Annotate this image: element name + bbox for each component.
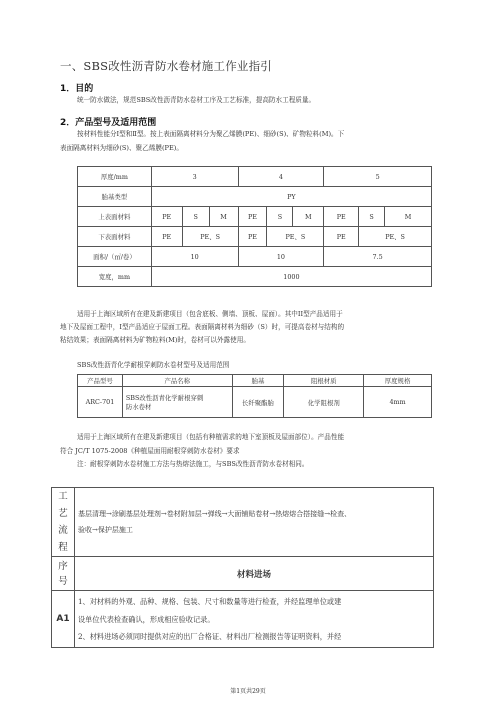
table-cell: 3: [151, 167, 238, 187]
table-cell: PE: [238, 227, 267, 247]
page-footer: 第1页共29页: [230, 688, 266, 695]
page-title: 一、SBS改性沥青防水卷材施工作业指引: [60, 59, 273, 73]
process-label-char: 程: [58, 542, 68, 553]
seq-label: [52, 557, 75, 591]
scope-line1: 适用于上海区域所有在建及新建项目（包含底板、侧墙、顶板、屋面）。其中II型产品适用于: [77, 310, 343, 318]
product-material: 化学阻根剂: [284, 387, 364, 418]
table-cell: 7.5: [324, 247, 432, 267]
table-row: [78, 187, 432, 207]
col-header: 胎基: [232, 375, 284, 387]
product-name-line1: SBS改性沥青化学耐根穿刺: [125, 394, 204, 402]
col-header: 产品名称: [122, 375, 232, 387]
step-a1-content: [74, 591, 433, 648]
table-cell: S: [267, 207, 293, 227]
products-intro-line2: 表面隔离材料为细砂(S)、聚乙烯膜(PE)。: [60, 144, 183, 152]
product-name: [122, 387, 232, 418]
table-cell: PE: [238, 207, 267, 227]
scope-line3: 粘结效果；表面隔离材料为矿物粒料(M)时，卷材可以外露使用。: [60, 336, 250, 344]
section-products-heading: 2．产品型号及适用范围: [60, 118, 157, 128]
process-label-char: 艺: [58, 508, 68, 519]
col-header: 产品型号: [78, 375, 123, 387]
table-cell: M: [293, 207, 324, 227]
step-a1-line1: 1、对材料的外观、品种、规格、包装、尺寸和数量等进行检查，并经监理单位或建: [77, 597, 342, 606]
table-cell: M: [385, 207, 432, 227]
table-cell: 4: [238, 167, 324, 187]
root-scope-line1: 适用于上海区域所有在建及新建项目（包括有种植需求的地下室顶板及屋面部位）。产品性能: [77, 433, 345, 441]
top-material-label: 上表面材料: [78, 207, 152, 227]
table-cell: 10: [151, 247, 238, 267]
table-cell: 5: [324, 167, 432, 187]
table-row: [78, 247, 432, 267]
table-row: [52, 557, 434, 591]
step-a1-line2: 设单位代表检查确认，形成相应验收记录。: [77, 614, 215, 624]
step-a1-label: A1: [52, 591, 75, 648]
process-label: [52, 488, 75, 557]
process-label-char: 流: [58, 525, 68, 536]
process-flow: [74, 488, 433, 557]
col-header: 厚度规格: [364, 375, 432, 387]
seq-label-char: 序: [58, 560, 68, 572]
table-cell: PE、S: [182, 227, 238, 247]
process-table: [51, 487, 434, 648]
col-header: 阻根材质: [284, 375, 364, 387]
root-resistant-table: [77, 374, 432, 418]
table-row: [52, 488, 434, 557]
root-scope-line2: 符合 JC/T 1075-2008《种植屋面用耐根穿刺防水卷材》要求: [60, 447, 240, 455]
table-row: [78, 167, 432, 187]
table-cell: PE: [324, 227, 359, 247]
table-cell: PY: [151, 187, 431, 207]
base-type-label: 胎基类型: [78, 187, 152, 207]
table-row: [78, 207, 432, 227]
seq-title: 材料进场: [74, 557, 433, 591]
step-a1-line3: 2、材料进场必须同时提供对应的出厂合格证、材料出厂检测报告等证明资料，并经: [77, 632, 342, 641]
product-model: ARC-701: [78, 387, 123, 418]
root-table-caption: SBS改性沥青化学耐根穿刺防水卷材型号及适用范围: [77, 361, 230, 369]
thickness-label: 厚度/mm: [78, 167, 152, 187]
root-scope-note: 注：耐根穿刺防水卷材施工方法与热熔法施工，与SBS改性沥青防水卷材相同。: [77, 460, 309, 468]
process-flow-line2: 验收→保护层施工: [77, 526, 133, 534]
table-cell: PE、S: [359, 227, 432, 247]
width-label: 宽度，mm: [78, 267, 152, 287]
table-cell: M: [209, 207, 238, 227]
table-cell: 1000: [151, 267, 431, 287]
table-row: [78, 227, 432, 247]
table-cell: PE、S: [267, 227, 324, 247]
table-cell: 10: [238, 247, 324, 267]
product-thickness: 4mm: [364, 387, 432, 418]
table-row: [78, 267, 432, 287]
table-cell: PE: [151, 227, 182, 247]
seq-label-char: 号: [58, 575, 68, 587]
product-name-line2: 防水卷材: [125, 403, 152, 411]
table-row: [52, 591, 434, 648]
bottom-material-label: 下表面材料: [78, 227, 152, 247]
process-label-char: 工: [58, 491, 68, 502]
table-cell: S: [359, 207, 385, 227]
products-intro-line1: 按材料性能分Ⅰ型和Ⅱ型。按上表面隔离材料分为聚乙烯膜(PE)、细砂(S)、矿物粒料(M)。下: [77, 130, 345, 138]
section-purpose-heading: 1．目的: [60, 84, 94, 94]
process-flow-line1: 基层清理→涂刷基层处理剂→卷材附加层→弹线→大面铺贴卷材→热熔熔合搭接缝→检查、: [77, 510, 352, 518]
table-cell: PE: [151, 207, 182, 227]
product-base: 长纤聚酯胎: [232, 387, 284, 418]
table-header-row: [78, 375, 432, 387]
membrane-spec-table: [77, 166, 432, 287]
scope-line2: 地下及屋面工程中，I型产品适应于屋面工程。表面隔离材料为细砂（S）时，可提高卷材与结构的: [60, 323, 345, 331]
table-cell: S: [182, 207, 209, 227]
table-row: [78, 387, 432, 418]
area-label: 面积/（㎡/卷）: [78, 247, 152, 267]
section-purpose-text: 统一防水做法，规范SBS改性沥青防水卷材工序及工艺标准，提高防水工程质量。: [77, 96, 316, 104]
table-cell: PE: [324, 207, 359, 227]
